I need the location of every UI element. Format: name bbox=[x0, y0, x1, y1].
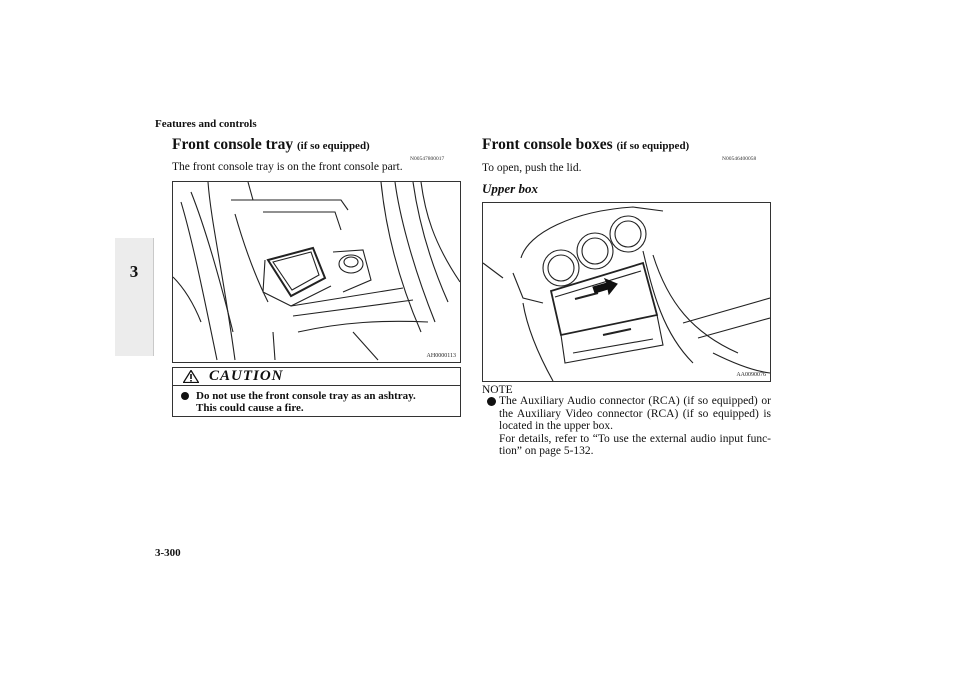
section-title-front-console-boxes bbox=[482, 136, 689, 154]
bullet-icon bbox=[181, 392, 189, 400]
section-title-front-console-tray bbox=[172, 136, 370, 154]
section-title-suffix: (if so equipped) bbox=[296, 140, 370, 152]
caution-box bbox=[172, 367, 461, 417]
running-header: Features and controls bbox=[155, 118, 257, 130]
chapter-number: 3 bbox=[129, 262, 139, 281]
section-body: The front console tray is on the front console part. bbox=[172, 161, 403, 173]
caution-text-line-2: This could cause a fire. bbox=[196, 402, 304, 414]
note-text-line-2: For details, refer to “To use the external audio input func-tion” on page 5-132. bbox=[499, 432, 771, 457]
figure-upper-box bbox=[482, 202, 771, 382]
note-text-line-1: The Auxiliary Audio connector (RCA) (if so equipped) or the Auxiliary Video connector (RCA) (if so equipped) is located in the upper box. bbox=[499, 395, 771, 432]
bullet-icon bbox=[487, 397, 496, 406]
section-code: N00547800017 bbox=[410, 156, 445, 162]
page-number: 3-300 bbox=[155, 547, 181, 559]
section-body: To open, push the lid. bbox=[482, 162, 582, 174]
caution-text-line-1: Do not use the front console tray as an ashtray. bbox=[196, 390, 416, 402]
section-title-suffix: (if so equipped) bbox=[616, 140, 690, 152]
illustration-upper-box bbox=[483, 203, 770, 381]
figure-front-console-tray bbox=[172, 181, 461, 363]
caution-title: CAUTION bbox=[209, 368, 284, 384]
figure-code: AA0090076 bbox=[736, 372, 766, 378]
illustration-console-tray bbox=[173, 182, 460, 362]
chapter-tab bbox=[115, 238, 154, 356]
subheading-upper-box: Upper box bbox=[482, 181, 538, 196]
section-title-text: Front console boxes bbox=[482, 136, 613, 153]
section-code: N00546400058 bbox=[722, 156, 757, 162]
note-label: NOTE bbox=[482, 384, 513, 396]
caution-header bbox=[173, 368, 460, 386]
section-title-text: Front console tray bbox=[172, 136, 294, 153]
warning-triangle-icon bbox=[183, 370, 199, 388]
figure-code: AH0000113 bbox=[426, 353, 456, 359]
